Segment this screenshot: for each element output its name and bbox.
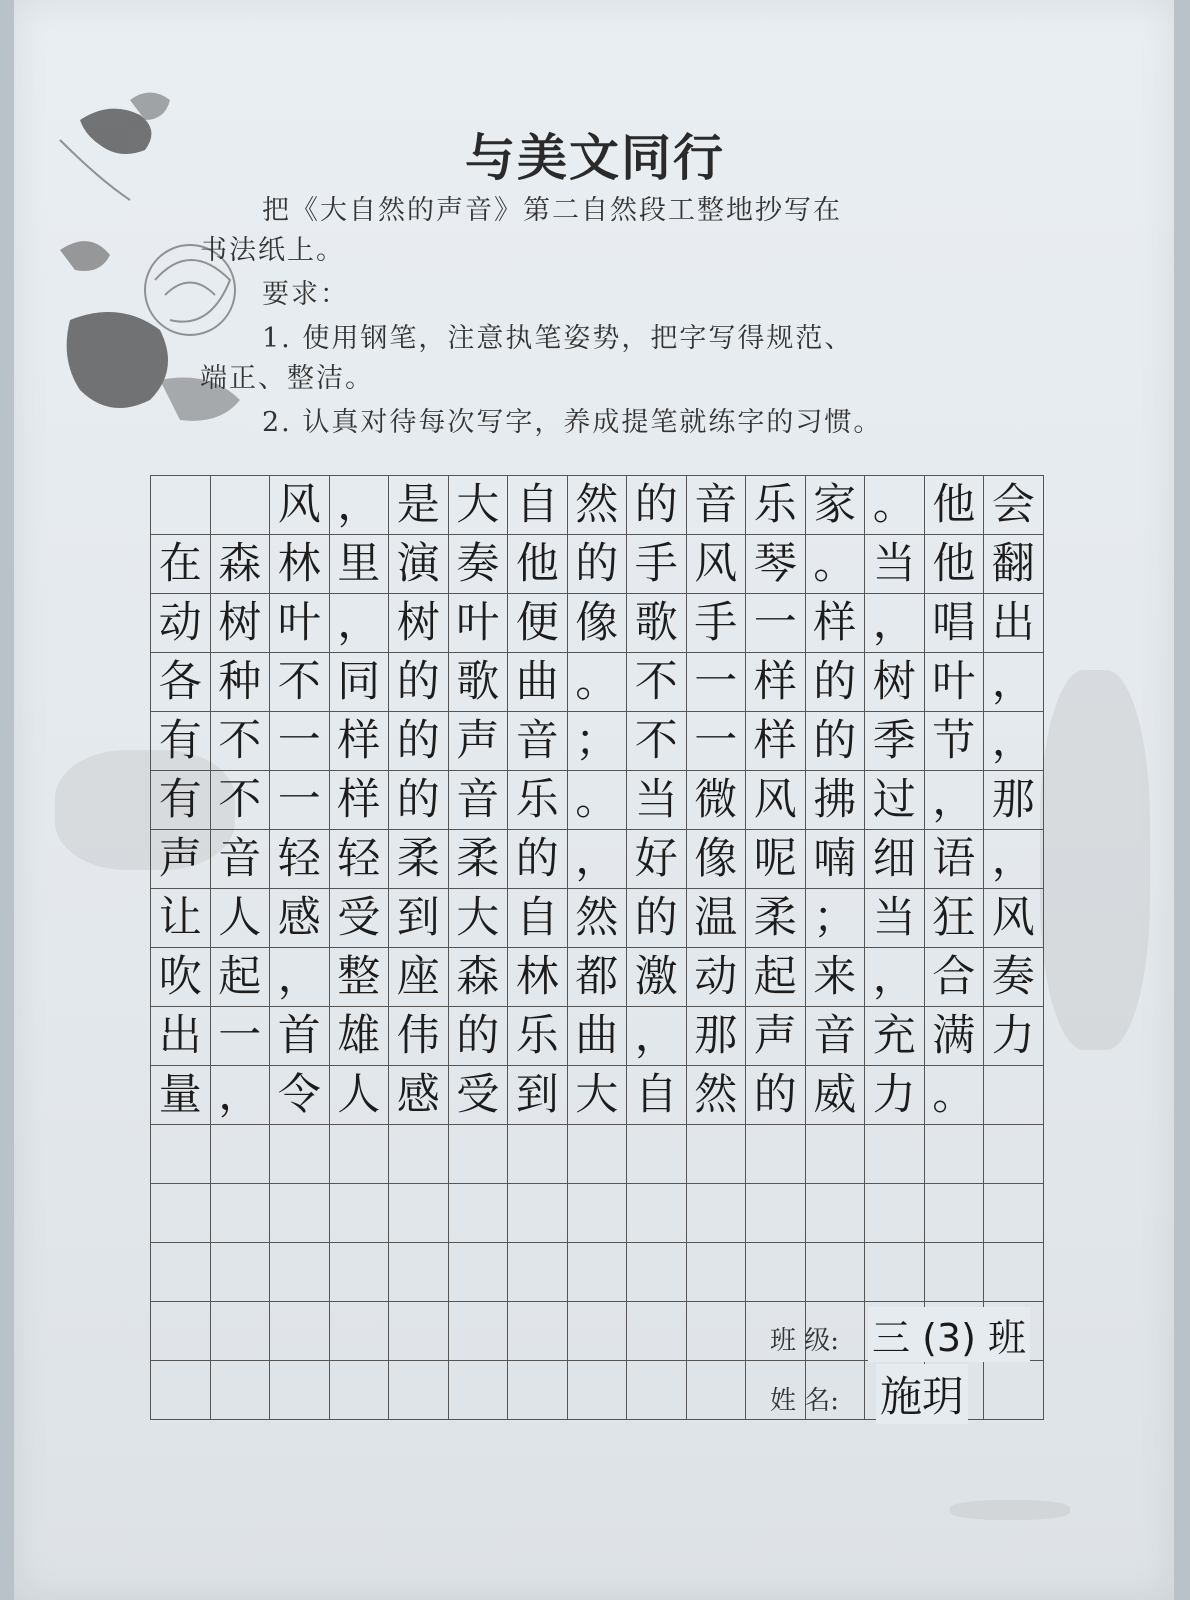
grid-cell: 像 <box>686 830 746 889</box>
grid-cell <box>508 1302 568 1361</box>
grid-cell: 一 <box>210 1007 270 1066</box>
grid-cell: 自 <box>508 889 568 948</box>
grid-cell <box>686 1361 746 1420</box>
requirements-label: 要求： <box>262 279 349 310</box>
grid-cell: 。 <box>805 535 865 594</box>
grid-cell: 节 <box>924 712 984 771</box>
grid-cell: 起 <box>210 948 270 1007</box>
grid-cell <box>746 1243 806 1302</box>
grid-cell: 伟 <box>389 1007 449 1066</box>
grid-cell <box>270 1184 330 1243</box>
grid-cell <box>210 1184 270 1243</box>
grid-cell: 乐 <box>508 771 568 830</box>
grid-cell <box>627 1184 687 1243</box>
grid-cell: 叶 <box>270 594 330 653</box>
grid-cell <box>270 1302 330 1361</box>
grid-cell: ； <box>567 712 627 771</box>
grid-cell: 出 <box>984 594 1044 653</box>
grid-cell: 树 <box>389 594 449 653</box>
grid-cell: 曲 <box>508 653 568 712</box>
requirement-2: 2. 认真对待每次写字，养成提笔就练字的习惯。 <box>262 407 883 438</box>
grid-cell: 人 <box>329 1066 389 1125</box>
grid-cell: 力 <box>865 1066 925 1125</box>
grid-cell <box>151 1302 211 1361</box>
grid-cell <box>924 1184 984 1243</box>
grid-cell <box>448 1302 508 1361</box>
grid-cell: 歌 <box>627 594 687 653</box>
grid-cell: 力 <box>984 1007 1044 1066</box>
grid-cell: 那 <box>984 771 1044 830</box>
grid-cell <box>627 1361 687 1420</box>
grid-cell: 的 <box>389 771 449 830</box>
grid-cell <box>627 1125 687 1184</box>
grid-cell: 树 <box>865 653 925 712</box>
grid-cell <box>270 1243 330 1302</box>
grid-cell: 语 <box>924 830 984 889</box>
grid-cell: 大 <box>567 1066 627 1125</box>
grid-cell: 。 <box>924 1066 984 1125</box>
grid-cell: ， <box>984 653 1044 712</box>
grid-row-empty <box>151 1243 1044 1302</box>
grid-cell: 柔 <box>746 889 806 948</box>
grid-cell: 过 <box>865 771 925 830</box>
name-label: 姓 名: <box>770 1386 840 1416</box>
grid-cell: 季 <box>865 712 925 771</box>
grid-cell: ， <box>984 712 1044 771</box>
grid-cell: 手 <box>686 594 746 653</box>
grid-cell <box>270 1361 330 1420</box>
grid-cell: 一 <box>746 594 806 653</box>
grid-cell: 的 <box>389 712 449 771</box>
grid-cell: 柔 <box>389 830 449 889</box>
grid-cell: 起 <box>746 948 806 1007</box>
grid-cell: 首 <box>270 1007 330 1066</box>
grid-cell: ， <box>627 1007 687 1066</box>
grid-cell: 的 <box>567 535 627 594</box>
grid-cell <box>924 1243 984 1302</box>
grid-row-empty <box>151 1184 1044 1243</box>
grid-cell: 同 <box>329 653 389 712</box>
grid-cell: 森 <box>448 948 508 1007</box>
grid-cell: 风 <box>686 535 746 594</box>
grid-cell: 风 <box>984 889 1044 948</box>
grid-cell <box>329 1243 389 1302</box>
grid-row <box>151 476 1044 535</box>
grid-cell: 呢 <box>746 830 806 889</box>
grid-cell: 柔 <box>448 830 508 889</box>
grid-cell <box>508 1361 568 1420</box>
grid-cell: 他 <box>924 476 984 535</box>
grid-cell: 细 <box>865 830 925 889</box>
grid-cell: 受 <box>329 889 389 948</box>
grid-row <box>151 830 1044 889</box>
grid-cell: 曲 <box>567 1007 627 1066</box>
grid-cell <box>865 1243 925 1302</box>
grid-cell <box>627 1243 687 1302</box>
grid-cell <box>151 476 211 535</box>
grid-cell: 各 <box>151 653 211 712</box>
grid-cell <box>210 1302 270 1361</box>
grid-cell: 他 <box>508 535 568 594</box>
grid-cell: 声 <box>448 712 508 771</box>
grid-cell: 充 <box>865 1007 925 1066</box>
grid-cell: 动 <box>686 948 746 1007</box>
grid-cell: 乐 <box>508 1007 568 1066</box>
grid-cell: 里 <box>329 535 389 594</box>
grid-cell: 演 <box>389 535 449 594</box>
grid-cell <box>151 1243 211 1302</box>
grid-cell: 声 <box>151 830 211 889</box>
grid-cell: 有 <box>151 712 211 771</box>
grid-cell: ， <box>984 830 1044 889</box>
grid-cell: 奏 <box>984 948 1044 1007</box>
grid-cell <box>210 476 270 535</box>
grid-cell: 不 <box>270 653 330 712</box>
grid-cell <box>448 1125 508 1184</box>
grid-cell <box>151 1125 211 1184</box>
grid-cell: 森 <box>210 535 270 594</box>
grid-cell: 音 <box>686 476 746 535</box>
grid-cell: 样 <box>746 653 806 712</box>
grid-cell: 那 <box>686 1007 746 1066</box>
grid-cell: 一 <box>270 712 330 771</box>
grid-cell: 样 <box>329 712 389 771</box>
grid-cell: ， <box>329 594 389 653</box>
grid-cell <box>567 1125 627 1184</box>
grid-cell: 不 <box>210 771 270 830</box>
grid-cell: ， <box>210 1066 270 1125</box>
grid-cell: ， <box>924 771 984 830</box>
grid-row <box>151 594 1044 653</box>
grid-cell <box>151 1361 211 1420</box>
grid-cell: ， <box>329 476 389 535</box>
grid-cell: 翻 <box>984 535 1044 594</box>
grid-cell: 整 <box>329 948 389 1007</box>
grid-cell <box>746 1125 806 1184</box>
grid-cell: 合 <box>924 948 984 1007</box>
grid-cell: 受 <box>448 1066 508 1125</box>
grid-cell: 歌 <box>448 653 508 712</box>
grid-row-empty <box>151 1125 1044 1184</box>
grid-row <box>151 1066 1044 1125</box>
grid-cell <box>329 1302 389 1361</box>
grid-cell <box>329 1361 389 1420</box>
grid-cell: 狂 <box>924 889 984 948</box>
grid-cell: 一 <box>686 712 746 771</box>
grid-cell: 是 <box>389 476 449 535</box>
grid-cell: 一 <box>270 771 330 830</box>
grid-cell: ； <box>805 889 865 948</box>
grid-cell <box>389 1361 449 1420</box>
class-value: 三 (3) 班 <box>868 1307 1030 1362</box>
grid-cell <box>567 1184 627 1243</box>
grid-cell <box>567 1302 627 1361</box>
grid-cell <box>686 1243 746 1302</box>
requirement-1-cont: 端正、整洁。 <box>200 363 374 394</box>
grid-cell <box>389 1302 449 1361</box>
grid-cell <box>210 1243 270 1302</box>
grid-cell: 吹 <box>151 948 211 1007</box>
grid-cell: 唱 <box>924 594 984 653</box>
grid-cell <box>924 1125 984 1184</box>
grid-cell <box>151 1184 211 1243</box>
grid-cell <box>984 1125 1044 1184</box>
grid-cell <box>805 1184 865 1243</box>
instruction-line: 书法纸上。 <box>200 235 345 266</box>
grid-cell: 座 <box>389 948 449 1007</box>
grid-cell: 树 <box>210 594 270 653</box>
grid-cell: 的 <box>805 712 865 771</box>
grid-cell: 声 <box>746 1007 806 1066</box>
writing-grid <box>150 475 1044 1420</box>
grid-cell: 好 <box>627 830 687 889</box>
grid-cell: 。 <box>567 771 627 830</box>
grid-cell: 有 <box>151 771 211 830</box>
grid-cell: 的 <box>627 889 687 948</box>
grid-cell: 人 <box>210 889 270 948</box>
requirement-1: 1. 使用钢笔，注意执笔姿势，把字写得规范、 <box>262 323 854 354</box>
grid-cell: 激 <box>627 948 687 1007</box>
grid-cell <box>389 1184 449 1243</box>
grid-cell: 。 <box>567 653 627 712</box>
grid-cell <box>508 1184 568 1243</box>
grid-cell <box>746 1184 806 1243</box>
grid-cell: 样 <box>329 771 389 830</box>
grid-cell: 手 <box>627 535 687 594</box>
grid-cell: 威 <box>805 1066 865 1125</box>
grid-cell: 会 <box>984 476 1044 535</box>
grid-cell: 奏 <box>448 535 508 594</box>
grid-cell: 然 <box>567 476 627 535</box>
grid-cell <box>686 1184 746 1243</box>
grid-cell: 像 <box>567 594 627 653</box>
grid-cell <box>627 1302 687 1361</box>
grid-cell <box>984 1361 1044 1420</box>
grid-cell: 在 <box>151 535 211 594</box>
instruction-line: 把《大自然的声音》第二自然段工整地抄写在 <box>262 195 842 226</box>
grid-cell: 来 <box>805 948 865 1007</box>
grid-cell: 音 <box>210 830 270 889</box>
grid-cell: ， <box>567 830 627 889</box>
grid-row <box>151 771 1044 830</box>
grid-cell: 满 <box>924 1007 984 1066</box>
grid-cell: 大 <box>448 476 508 535</box>
grid-cell: 。 <box>865 476 925 535</box>
grid-cell: 音 <box>448 771 508 830</box>
grid-cell: 样 <box>746 712 806 771</box>
grid-cell: ， <box>270 948 330 1007</box>
grid-row <box>151 653 1044 712</box>
grid-cell <box>448 1361 508 1420</box>
grid-cell: 的 <box>805 653 865 712</box>
grid-cell: 的 <box>627 476 687 535</box>
grid-cell: 一 <box>686 653 746 712</box>
grid-cell: 轻 <box>270 830 330 889</box>
name-value: 施玥 <box>876 1364 968 1424</box>
grid-cell: 叶 <box>924 653 984 712</box>
grid-cell: 便 <box>508 594 568 653</box>
grid-cell: 不 <box>210 712 270 771</box>
grid-cell <box>686 1125 746 1184</box>
background-wash <box>950 1500 1070 1520</box>
grid-cell: 然 <box>686 1066 746 1125</box>
grid-cell: ， <box>865 594 925 653</box>
grid-cell <box>389 1243 449 1302</box>
grid-cell: 自 <box>508 476 568 535</box>
grid-cell <box>865 1184 925 1243</box>
grid-cell: ， <box>865 948 925 1007</box>
class-label: 班 级: <box>770 1326 840 1356</box>
grid-cell <box>270 1125 330 1184</box>
grid-cell <box>210 1361 270 1420</box>
grid-cell: 自 <box>627 1066 687 1125</box>
grid-cell <box>865 1125 925 1184</box>
grid-cell: 感 <box>389 1066 449 1125</box>
grid-cell: 然 <box>567 889 627 948</box>
grid-cell: 琴 <box>746 535 806 594</box>
grid-cell: 音 <box>805 1007 865 1066</box>
grid-cell: 音 <box>508 712 568 771</box>
grid-cell: 不 <box>627 653 687 712</box>
grid-cell <box>329 1184 389 1243</box>
grid-cell: 喃 <box>805 830 865 889</box>
grid-cell: 量 <box>151 1066 211 1125</box>
grid-cell <box>329 1125 389 1184</box>
grid-cell: 风 <box>270 476 330 535</box>
grid-cell: 乐 <box>746 476 806 535</box>
grid-cell <box>805 1243 865 1302</box>
grid-row <box>151 712 1044 771</box>
grid-cell <box>508 1125 568 1184</box>
grid-cell: 他 <box>924 535 984 594</box>
grid-cell: 温 <box>686 889 746 948</box>
grid-cell: 都 <box>567 948 627 1007</box>
grid-cell: 叶 <box>448 594 508 653</box>
grid-cell <box>984 1184 1044 1243</box>
grid-cell <box>567 1361 627 1420</box>
grid-row <box>151 889 1044 948</box>
grid-cell: 的 <box>389 653 449 712</box>
grid-row <box>151 1007 1044 1066</box>
grid-cell: 当 <box>627 771 687 830</box>
grid-cell: 到 <box>389 889 449 948</box>
grid-cell: 不 <box>627 712 687 771</box>
grid-cell: 的 <box>508 830 568 889</box>
grid-cell <box>389 1125 449 1184</box>
grid-cell <box>805 1125 865 1184</box>
page-title: 与美文同行 <box>465 129 725 187</box>
grid-cell <box>686 1302 746 1361</box>
grid-row <box>151 948 1044 1007</box>
grid-cell: 样 <box>805 594 865 653</box>
grid-cell: 的 <box>746 1066 806 1125</box>
grid-cell: 令 <box>270 1066 330 1125</box>
grid-cell: 林 <box>270 535 330 594</box>
grid-cell: 家 <box>805 476 865 535</box>
grid-cell: 当 <box>865 889 925 948</box>
grid-cell: 种 <box>210 653 270 712</box>
grid-cell <box>984 1243 1044 1302</box>
grid-cell: 到 <box>508 1066 568 1125</box>
grid-cell: 雄 <box>329 1007 389 1066</box>
grid-cell: 出 <box>151 1007 211 1066</box>
grid-cell: 风 <box>746 771 806 830</box>
grid-cell: 林 <box>508 948 568 1007</box>
grid-cell: 当 <box>865 535 925 594</box>
grid-cell: 大 <box>448 889 508 948</box>
grid-row <box>151 535 1044 594</box>
grid-cell: 拂 <box>805 771 865 830</box>
grid-cell <box>508 1243 568 1302</box>
grid-cell: 感 <box>270 889 330 948</box>
grid-cell <box>984 1066 1044 1125</box>
grid-cell: 微 <box>686 771 746 830</box>
grid-cell <box>448 1184 508 1243</box>
grid-cell: 的 <box>448 1007 508 1066</box>
grid-cell: 动 <box>151 594 211 653</box>
grid-cell <box>567 1243 627 1302</box>
grid-cell: 轻 <box>329 830 389 889</box>
grid-cell <box>448 1243 508 1302</box>
background-wash <box>1040 670 1150 1050</box>
grid-cell: 让 <box>151 889 211 948</box>
grid-cell <box>210 1125 270 1184</box>
